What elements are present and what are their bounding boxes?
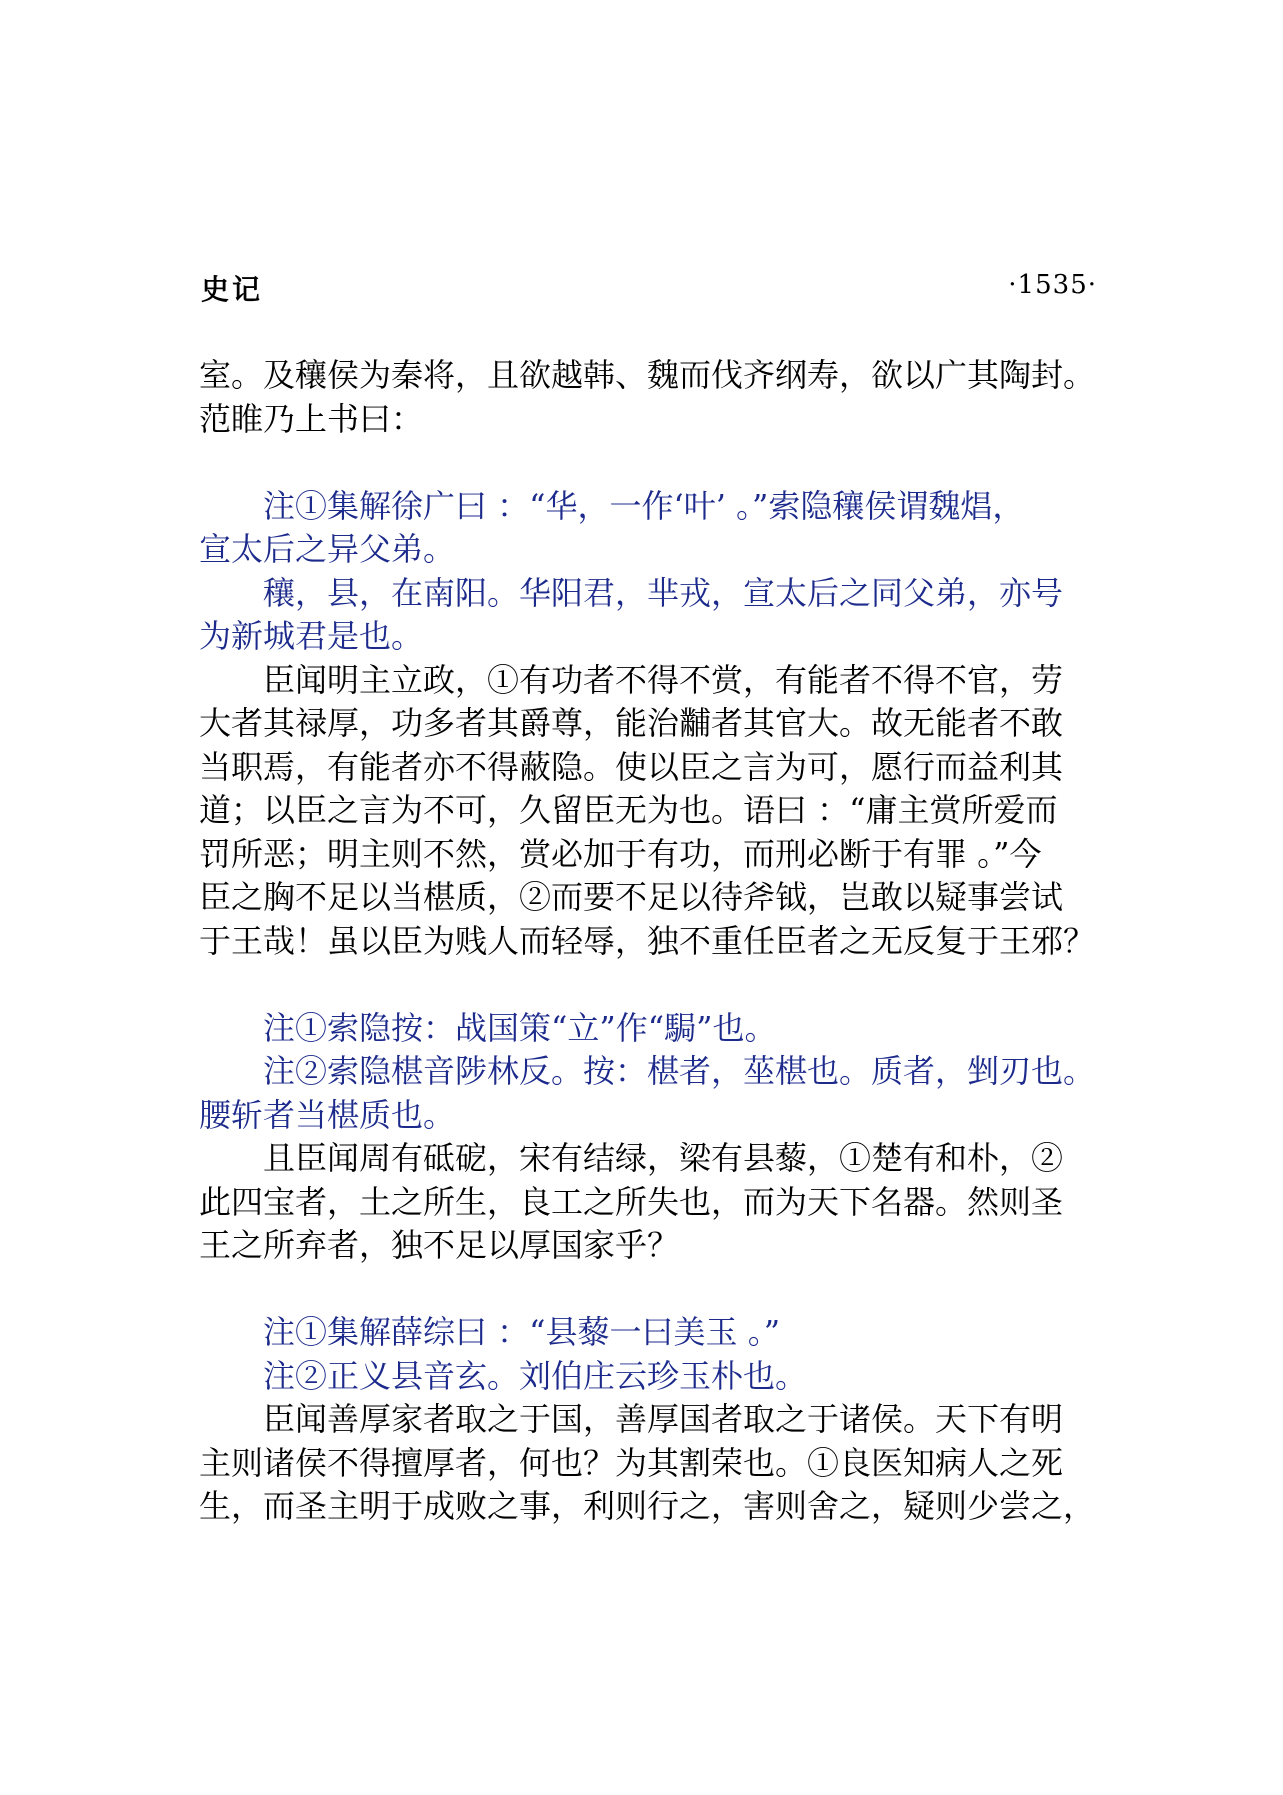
body-text-line: 此四宝者，土之所生，良工之所失也，而为天下名器。然则圣 (199, 1182, 1064, 1221)
annotation-line: 为新城君是也。 (199, 617, 424, 655)
annotation-line: 注②正义县音玄。刘伯庄云珍玉朴也。 (263, 1356, 808, 1395)
body-text-line: 范睢乃上书曰： (199, 399, 424, 438)
annotation-line: 腰斩者当椹质也。 (199, 1095, 456, 1134)
annotation-line: 注①索隐按：战国策“立”作“駶”也。 (263, 1008, 777, 1047)
body-text-line: 罚所恶；明主则不然，赏必加于有功，而刑必断于有罪 。”今 (199, 834, 1042, 873)
body-text-line: 主则诸侯不得擅厚者，何也？为其割荣也。①良医知病人之死 (199, 1443, 1064, 1482)
annotation-line: 穰，县，在南阳。华阳君，芈戎，宣太后之同父弟，亦号 (263, 573, 1064, 612)
body-text-line: 生，而圣主明于成败之事，利则行之，害则舍之，疑则少尝之， (199, 1487, 1096, 1525)
body-text-line: 室。及穰侯为秦将，且欲越韩、魏而伐齐纲寿，欲以广其陶封。 (199, 356, 1096, 394)
body-text-line: 臣之胸不足以当椹质，②而要不足以待斧钺，岂敢以疑事尝试 (199, 878, 1064, 916)
body-text-line: 大者其禄厚，功多者其爵尊，能治黼者其官大。故无能者不敢 (199, 704, 1064, 742)
body-text-line: 臣闻明主立政，①有功者不得不赏，有能者不得不官，劳 (263, 660, 1064, 699)
annotation-line: 注①集解薛综曰 ：“县藜一曰美玉 。” (263, 1313, 781, 1351)
book-title: 史记 (201, 273, 264, 306)
body-text-line: 臣闻善厚家者取之于国，善厚国者取之于诸侯。天下有明 (263, 1400, 1064, 1438)
paragraph-gap (199, 963, 1119, 1007)
body-text-line: 于王哉！虽以臣为贱人而轻辱，独不重任臣者之无反复于王邪？ (199, 921, 1096, 960)
annotation-line: 注②索隐椹音陟林反。按：椹者，莝椹也。质者，剉刃也。 (263, 1052, 1096, 1090)
page-number: ·1535· (1008, 270, 1097, 300)
body-text-line: 王之所弃者，独不足以厚国家乎？ (199, 1226, 680, 1264)
paragraph-gap (199, 1268, 1119, 1312)
body-text-line: 当职焉，有能者亦不得蔽隐。使以臣之言为可，愿行而益利其 (199, 747, 1064, 786)
annotation-line: 宣太后之异父弟。 (199, 530, 456, 568)
page-body (199, 354, 1119, 1529)
annotation-line: 注①集解徐广曰 ：“华，一作‘叶’ 。”索隐穰侯谓魏焻， (263, 486, 1025, 525)
body-text-line: 且臣闻周有砥砨，宋有结绿，梁有县藜，①楚有和朴，② (263, 1139, 1064, 1177)
paragraph-gap (199, 441, 1119, 485)
body-text-line: 道；以臣之言为不可，久留臣无为也。语曰 ：“庸主赏所爱而 (199, 791, 1058, 829)
page-header (201, 268, 1097, 308)
